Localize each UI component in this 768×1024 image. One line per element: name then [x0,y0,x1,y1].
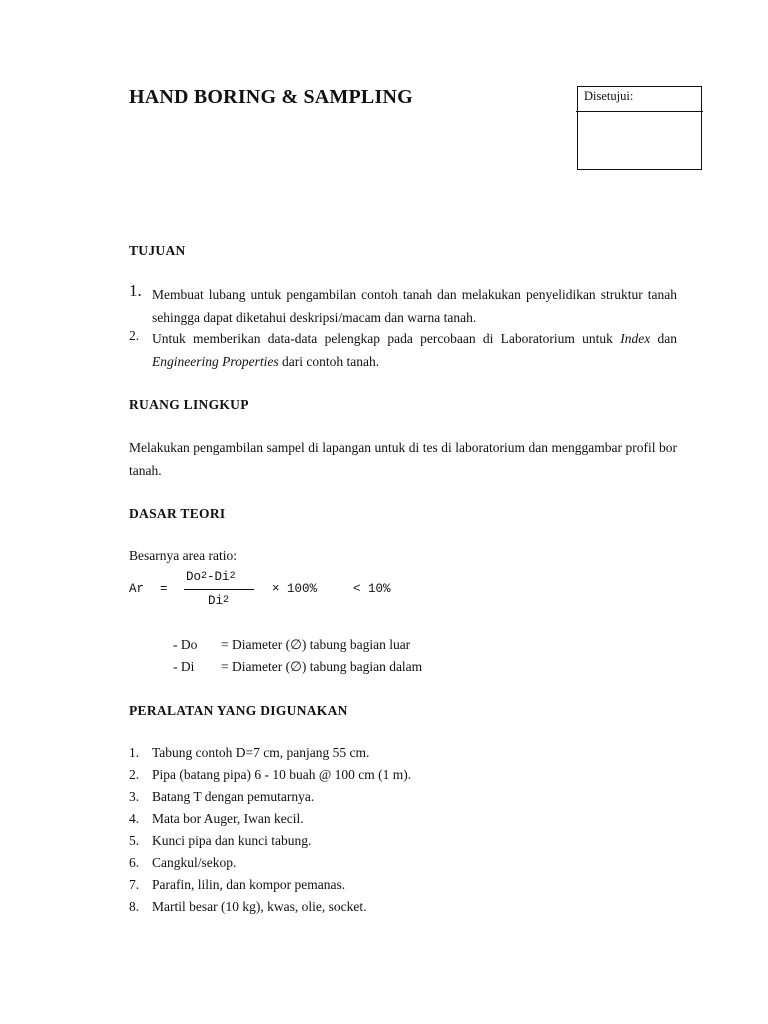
list-item-number: 3. [129,789,140,804]
formula-num-exp-b: 2 [229,571,236,582]
definition-di [173,659,422,675]
tujuan-item-2-text-before: Untuk memberikan data-data pelengkap pada percobaan di Laboratorium untuk [152,331,613,346]
definition-do-text: = Diameter (∅) tabung bagian luar [221,637,411,652]
tujuan-item-2 [129,328,677,373]
approval-label: Disetujui: [584,89,634,103]
list-item-text: Kunci pipa dan kunci tabung. [152,833,312,848]
formula-num-op: - [207,570,215,584]
ruang-lingkup-paragraph: Melakukan pengambilan sampel di lapangan untuk di tes di laboratorium dan menggambar profil bor tanah. [129,440,677,478]
tujuan-item-2-number: 2. [129,328,140,343]
tujuan-item-2-text [152,328,677,373]
formula-limit: < 10% [353,582,391,596]
formula-den-di: Di [208,594,224,608]
list-item-number: 2. [129,767,140,782]
list-item-text: Martil besar (10 kg), kwas, olie, socket. [152,899,367,914]
list-item-number: 4. [129,811,140,826]
approval-box [577,86,702,170]
heading-peralatan: PERALATAN YANG DIGUNAKAN [129,703,348,718]
definition-do-symbol: - Do [173,637,198,652]
list-item-number: 8. [129,899,140,914]
definition-di-text: = Diameter (∅) tabung bagian dalam [221,659,423,674]
formula-num-exp-a: 2 [201,571,208,582]
list-item-text: Batang T dengan pemutarnya. [152,789,315,804]
heading-dasar-teori: DASAR TEORI [129,506,226,521]
heading-ruang-lingkup: RUANG LINGKUP [129,397,249,412]
tujuan-item-1-number: 1. [129,281,142,300]
definition-di-symbol: - Di [173,659,195,674]
document-title: HAND BORING & SAMPLING [129,86,413,108]
dasar-teori-intro: Besarnya area ratio: [129,548,237,563]
definition-do [173,637,410,653]
tujuan-item-1-text: Membuat lubang untuk pengambilan contoh tanah dan melakukan penyelidikan struktur tanah sehingga dapat diketahui deskripsi/macam dan warna tanah. [152,287,677,325]
list-item-number: 7. [129,877,140,892]
tujuan-item-2-text-after: dari contoh tanah. [281,353,380,369]
list-item-number: 1. [129,745,140,760]
heading-tujuan: TUJUAN [129,243,186,258]
formula-num-do: Do [186,570,202,584]
tujuan-item-2-italic-index: Index [620,331,651,346]
list-item-text: Tabung contoh D=7 cm, panjang 55 cm. [152,745,370,760]
tujuan-item-2-text-mid: dan [657,331,678,346]
formula-numerator [186,570,236,584]
formula-equals: = [160,582,168,596]
list-item-number: 6. [129,855,140,870]
formula-lhs: Ar [129,582,145,596]
tujuan-item-1 [129,281,677,329]
tujuan-item-2-italic-engineering: Engineering Properties [152,353,279,369]
list-item-number: 5. [129,833,140,848]
list-item-text: Cangkul/sekop. [152,855,237,870]
formula-den-exp: 2 [223,595,230,606]
formula-num-di: Di [214,570,230,584]
list-item-text: Pipa (batang pipa) 6 - 10 buah @ 100 cm (1 m). [152,767,412,782]
approval-divider [576,111,703,112]
list-item-text: Parafin, lilin, dan kompor pemanas. [152,877,346,892]
list-item-text: Mata bor Auger, Iwan kecil. [152,811,304,826]
formula-fraction-line [184,589,254,590]
formula-denominator [208,594,229,608]
formula-times: × 100% [272,582,318,596]
